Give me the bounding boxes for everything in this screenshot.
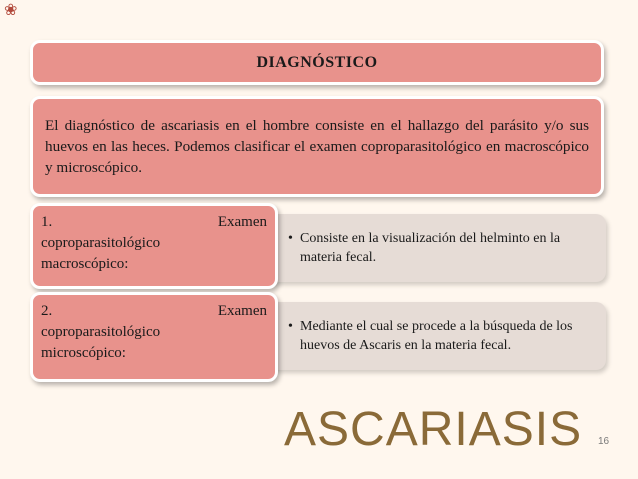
label-line-1 (41, 212, 267, 233)
label-box-microscopic (30, 292, 278, 382)
label-line-2: coproparasitológico (41, 235, 161, 251)
label-number: 1. (41, 214, 53, 230)
slide-title-box (30, 40, 604, 85)
label-box-macroscopic (30, 203, 278, 289)
label-line-3: macroscópico: (41, 256, 129, 272)
intro-text: El diagnóstico de ascariasis en el hombre consiste en el hallazgo del parásito y/o sus huevos en las heces. Podemos clasificar el examen coproparasitológico en macroscópico y microscópico. (45, 117, 589, 176)
label-word: Examen (217, 214, 267, 230)
detail-box-macroscopic (266, 214, 606, 282)
page-number: 16 (598, 436, 610, 447)
intro-box (30, 96, 604, 197)
slide-title: DIAGNÓSTICO (256, 53, 378, 71)
label-line-2: coproparasitológico (41, 324, 161, 340)
footer-title: ASCARIASIS (284, 403, 583, 456)
detail-text: • Consiste en la visualización del helminto en la materia fecal. (288, 229, 592, 267)
label-line-1 (41, 301, 267, 322)
detail-text: • Mediante el cual se procede a la búsqueda de los huevos de Ascaris en la materia fecal. (288, 317, 592, 355)
detail-list (278, 229, 592, 267)
detail-list (278, 317, 592, 355)
decorative-corner-icon: ❀ (4, 0, 18, 19)
detail-box-microscopic (266, 302, 606, 370)
label-line-3: microscópico: (41, 345, 126, 361)
label-number: 2. (41, 303, 53, 319)
label-word: Examen (217, 303, 267, 319)
